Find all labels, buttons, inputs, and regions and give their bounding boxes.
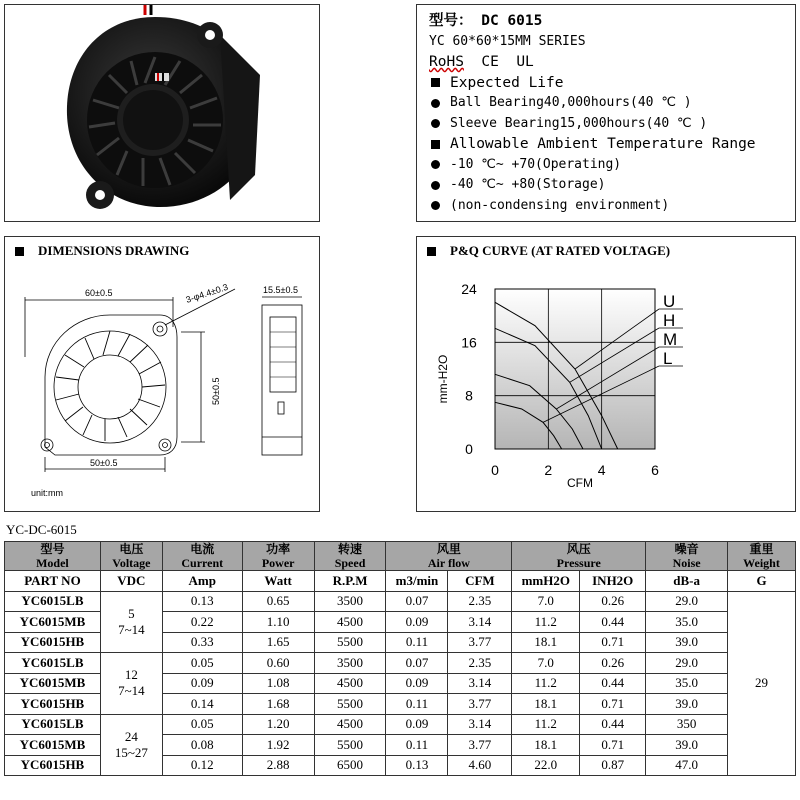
unit-m3min: m3/min	[386, 571, 448, 592]
header-weight: 重里 Weight	[728, 542, 796, 571]
storage-temp: -40 ℃~ +80(Storage)	[429, 175, 756, 196]
unit-inh2o: INH2O	[580, 571, 646, 592]
x-tick-label: 0	[491, 462, 499, 478]
pressure-in-cell: 0.71	[580, 735, 646, 756]
pressure-mm-cell: 11.2	[512, 612, 580, 633]
x-tick-label: 2	[544, 462, 553, 478]
part-no-cell: YC6015LB	[5, 714, 101, 735]
width-dim-label: 60±0.5	[85, 288, 113, 298]
part-no-cell: YC6015HB	[5, 632, 101, 653]
x-tick-label: 4	[597, 462, 606, 478]
round-bullet-icon	[431, 119, 440, 128]
hole-dim-label: 3-φ4.4±0.3	[184, 281, 230, 305]
airflow-m3-cell: 0.11	[386, 632, 448, 653]
pressure-in-cell: 0.44	[580, 673, 646, 694]
unit-g: G	[728, 571, 796, 592]
series-label-L: L	[663, 349, 673, 368]
pressure-in-cell: 0.26	[580, 653, 646, 674]
part-no-cell: YC6015LB	[5, 591, 101, 612]
certifications	[429, 52, 756, 73]
unit-vdc: VDC	[100, 571, 162, 592]
spec-table	[4, 541, 796, 776]
header-current: 电流 Current	[162, 542, 242, 571]
round-bullet-icon	[431, 160, 440, 169]
airflow-m3-cell: 0.09	[386, 673, 448, 694]
round-bullet-icon	[431, 181, 440, 190]
current-cell: 0.05	[162, 714, 242, 735]
sleeve-bearing-life: Sleeve Bearing15,000hours(40 ℃ )	[429, 114, 756, 135]
specs-panel	[416, 4, 796, 222]
thickness-dim-label: 15.5±0.5	[263, 285, 298, 295]
pq-curve-title: P&Q CURVE (AT RATED VOLTAGE)	[427, 243, 670, 259]
pressure-mm-cell: 7.0	[512, 591, 580, 612]
y-axis-label: mm-H2O	[436, 354, 450, 404]
noise-cell: 29.0	[646, 653, 728, 674]
power-cell: 1.68	[242, 694, 314, 715]
series-label-H: H	[663, 311, 676, 330]
series-label-M: M	[663, 330, 678, 349]
dimensions-panel	[4, 236, 320, 512]
table-title: YC-DC-6015	[6, 522, 77, 537]
bottom-dim-label: 50±0.5	[90, 458, 118, 468]
airflow-cfm-cell: 3.77	[448, 694, 512, 715]
header-noise: 噪音 Noise	[646, 542, 728, 571]
x-axis-label: CFM	[567, 476, 593, 490]
current-cell: 0.09	[162, 673, 242, 694]
header-airflow: 风里 Air flow	[386, 542, 512, 571]
part-no-cell: YC6015HB	[5, 755, 101, 776]
current-cell: 0.13	[162, 591, 242, 612]
current-cell: 0.12	[162, 755, 242, 776]
part-no-cell: YC6015HB	[5, 694, 101, 715]
airflow-cfm-cell: 2.35	[448, 653, 512, 674]
pq-curve-panel	[416, 236, 796, 512]
series-line: YC 60*60*15MM SERIES	[429, 33, 586, 49]
pressure-mm-cell: 11.2	[512, 714, 580, 735]
pressure-mm-cell: 7.0	[512, 653, 580, 674]
header-pressure: 风压 Pressure	[512, 542, 646, 571]
airflow-m3-cell: 0.07	[386, 591, 448, 612]
header-model: 型号 Model	[5, 542, 101, 571]
cert-ce: CE	[481, 54, 499, 70]
cert-rohs: RoHS	[429, 54, 464, 70]
power-cell: 1.65	[242, 632, 314, 653]
model-line: 型号： DC 6015	[429, 13, 543, 29]
unit-part-no: PART NO	[5, 571, 101, 592]
power-cell: 2.88	[242, 755, 314, 776]
round-bullet-icon	[431, 99, 440, 108]
airflow-cfm-cell: 2.35	[448, 591, 512, 612]
expected-life-heading: Expected Life	[429, 73, 756, 94]
product-photo-panel	[4, 4, 320, 222]
pressure-mm-cell: 11.2	[512, 673, 580, 694]
temp-range-heading: Allowable Ambient Temperature Range	[429, 134, 756, 155]
power-cell: 1.20	[242, 714, 314, 735]
noise-cell: 35.0	[646, 612, 728, 633]
pressure-in-cell: 0.44	[580, 612, 646, 633]
airflow-m3-cell: 0.09	[386, 612, 448, 633]
header-speed: 转速 Speed	[314, 542, 386, 571]
airflow-cfm-cell: 3.14	[448, 673, 512, 694]
airflow-cfm-cell: 3.77	[448, 632, 512, 653]
series-label-U: U	[663, 292, 676, 311]
pq-curve-chart	[417, 237, 797, 513]
pressure-in-cell: 0.44	[580, 714, 646, 735]
power-cell: 1.10	[242, 612, 314, 633]
table-row	[5, 653, 796, 674]
blower-fan-photo	[5, 5, 321, 223]
current-cell: 0.08	[162, 735, 242, 756]
voltage-cell: 12 7~14	[100, 653, 162, 715]
unit-mmh2o: mmH2O	[512, 571, 580, 592]
pressure-in-cell: 0.87	[580, 755, 646, 776]
part-no-cell: YC6015MB	[5, 735, 101, 756]
part-no-cell: YC6015MB	[5, 673, 101, 694]
y-tick-label: 0	[465, 441, 473, 457]
airflow-m3-cell: 0.11	[386, 694, 448, 715]
weight-cell: 29	[728, 591, 796, 776]
pressure-in-cell: 0.71	[580, 694, 646, 715]
noise-cell: 35.0	[646, 673, 728, 694]
part-no-cell: YC6015LB	[5, 653, 101, 674]
airflow-cfm-cell: 3.77	[448, 735, 512, 756]
operating-temp: -10 ℃~ +70(Operating)	[429, 155, 756, 176]
pressure-mm-cell: 22.0	[512, 755, 580, 776]
power-cell: 1.92	[242, 735, 314, 756]
airflow-cfm-cell: 3.14	[448, 714, 512, 735]
part-no-cell: YC6015MB	[5, 612, 101, 633]
ball-bearing-life: Ball Bearing40,000hours(40 ℃ )	[429, 93, 756, 114]
square-bullet-icon	[431, 140, 440, 149]
pressure-mm-cell: 18.1	[512, 694, 580, 715]
square-bullet-icon	[431, 78, 440, 87]
pressure-in-cell: 0.71	[580, 632, 646, 653]
dimensions-title: DIMENSIONS DRAWING	[15, 243, 189, 259]
speed-cell: 5500	[314, 694, 386, 715]
airflow-m3-cell: 0.07	[386, 653, 448, 674]
current-cell: 0.14	[162, 694, 242, 715]
noise-cell: 29.0	[646, 591, 728, 612]
pressure-mm-cell: 18.1	[512, 735, 580, 756]
airflow-cfm-cell: 3.14	[448, 612, 512, 633]
unit-label: unit:mm	[31, 488, 64, 498]
unit-watt: Watt	[242, 571, 314, 592]
pressure-in-cell: 0.26	[580, 591, 646, 612]
unit-dba: dB-a	[646, 571, 728, 592]
y-tick-label: 8	[465, 387, 473, 404]
pressure-mm-cell: 18.1	[512, 632, 580, 653]
power-cell: 0.60	[242, 653, 314, 674]
current-cell: 0.22	[162, 612, 242, 633]
dimensions-drawing	[5, 237, 321, 513]
table-row	[5, 591, 796, 612]
speed-cell: 5500	[314, 632, 386, 653]
cert-ul: UL	[516, 54, 534, 70]
noise-cell: 47.0	[646, 755, 728, 776]
unit-amp: Amp	[162, 571, 242, 592]
voltage-cell: 24 15~27	[100, 714, 162, 776]
table-row	[5, 714, 796, 735]
header-voltage: 电压 Voltage	[100, 542, 162, 571]
noise-cell: 39.0	[646, 735, 728, 756]
power-cell: 1.08	[242, 673, 314, 694]
y-tick-label: 16	[461, 334, 477, 351]
height-dim-label: 50±0.5	[211, 377, 221, 405]
speed-cell: 3500	[314, 653, 386, 674]
header-power: 功率 Power	[242, 542, 314, 571]
x-tick-label: 6	[651, 462, 659, 478]
condensing-note: (non-condensing environment)	[429, 196, 756, 217]
airflow-cfm-cell: 4.60	[448, 755, 512, 776]
noise-cell: 39.0	[646, 694, 728, 715]
speed-cell: 5500	[314, 735, 386, 756]
speed-cell: 6500	[314, 755, 386, 776]
noise-cell: 350	[646, 714, 728, 735]
speed-cell: 4500	[314, 673, 386, 694]
current-cell: 0.05	[162, 653, 242, 674]
airflow-m3-cell: 0.13	[386, 755, 448, 776]
y-tick-label: 24	[461, 281, 477, 297]
airflow-m3-cell: 0.11	[386, 735, 448, 756]
round-bullet-icon	[431, 201, 440, 210]
unit-cfm: CFM	[448, 571, 512, 592]
current-cell: 0.33	[162, 632, 242, 653]
power-cell: 0.65	[242, 591, 314, 612]
speed-cell: 4500	[314, 714, 386, 735]
airflow-m3-cell: 0.09	[386, 714, 448, 735]
noise-cell: 39.0	[646, 632, 728, 653]
voltage-cell: 5 7~14	[100, 591, 162, 653]
speed-cell: 4500	[314, 612, 386, 633]
speed-cell: 3500	[314, 591, 386, 612]
unit-rpm: R.P.M	[314, 571, 386, 592]
